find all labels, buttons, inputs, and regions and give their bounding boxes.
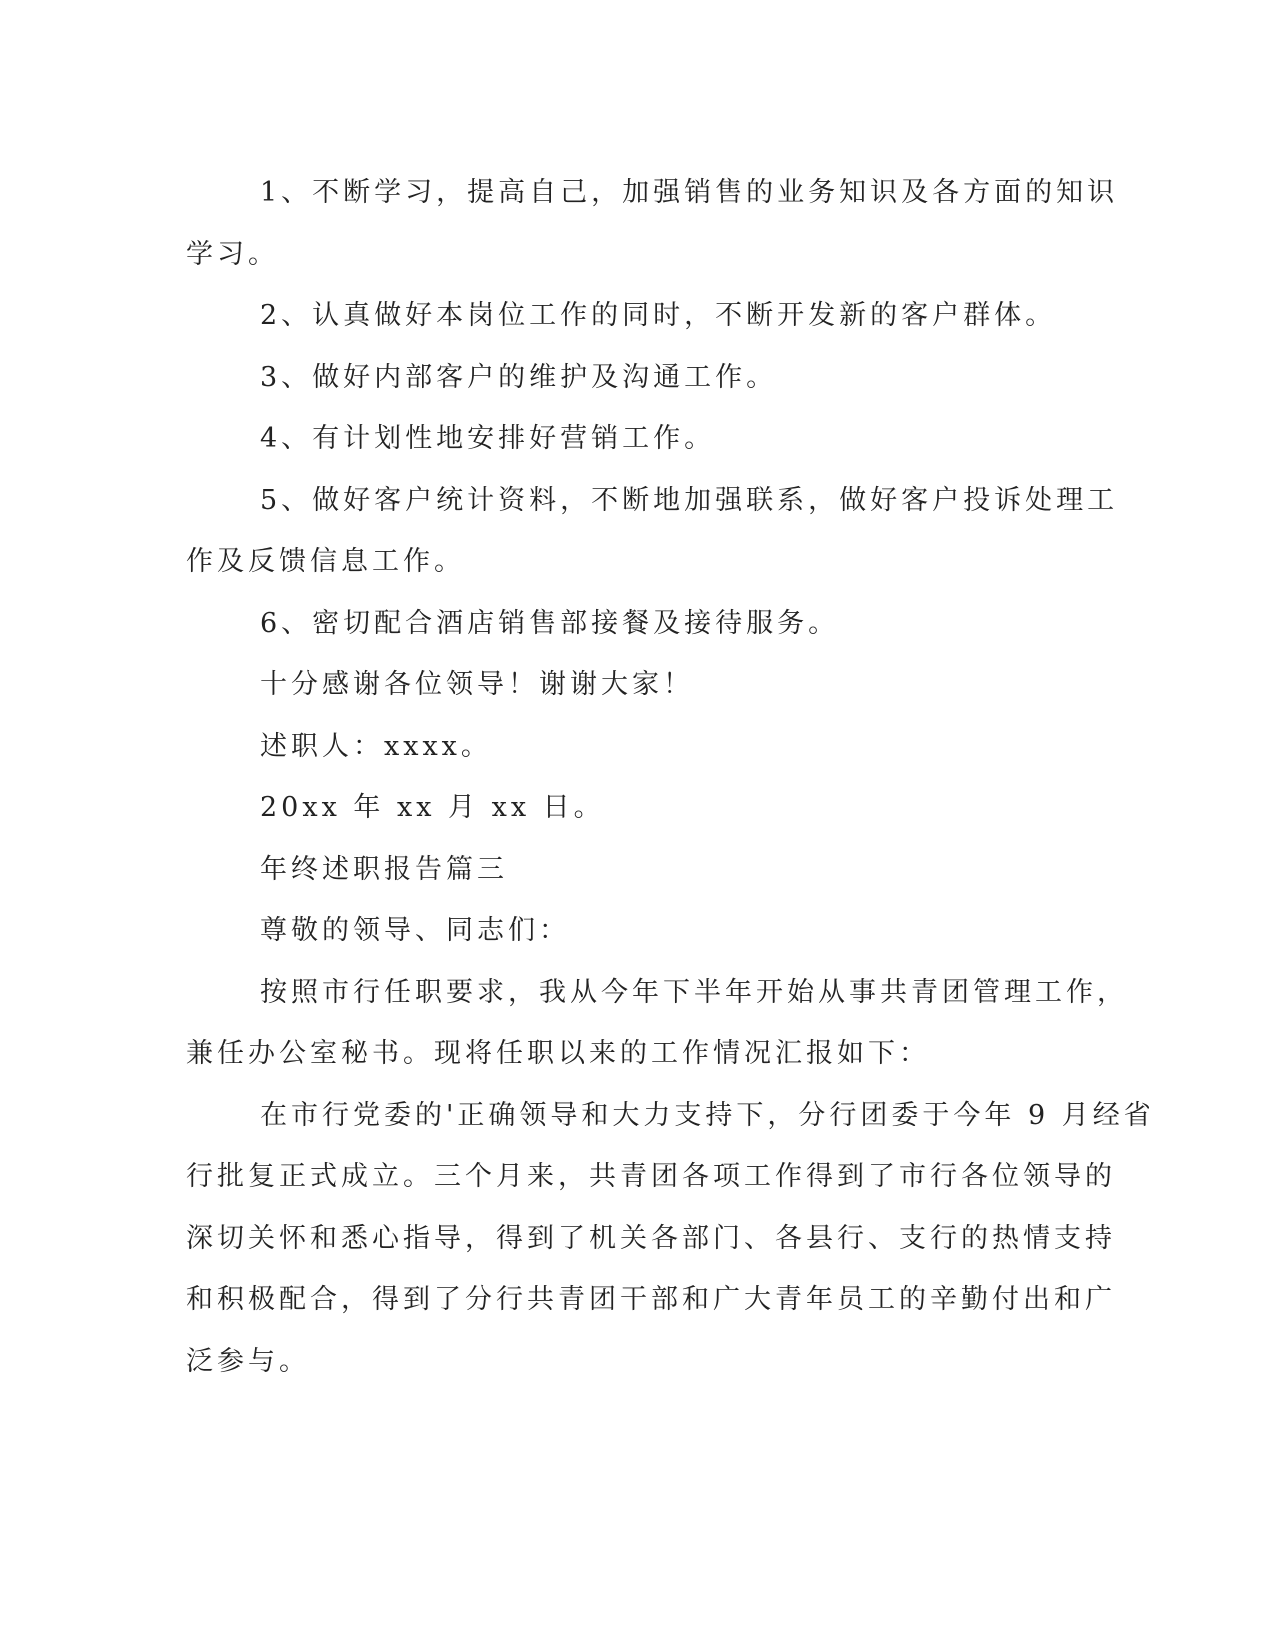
paragraph-line: 年终述职报告篇三 <box>260 853 508 885</box>
section-title <box>186 839 1086 901</box>
reporter-line <box>186 716 1086 778</box>
body-paragraph-1 <box>186 962 1128 1085</box>
paragraph-line: 20xx 年 xx 月 xx 日。 <box>260 792 605 823</box>
paragraph-line: 述职人：xxxx。 <box>260 730 492 762</box>
paragraph-line: 和积极配合，得到了分行共青团干部和广大青年员工的辛勤付出和广 <box>186 1284 1116 1315</box>
paragraph-line: 深切关怀和悉心指导，得到了机关各部门、各县行、支行的热情支持 <box>186 1222 1116 1254</box>
list-item-3 <box>186 347 1086 409</box>
paragraph-line: 行批复正式成立。三个月来，共青团各项工作得到了市行各位领导的 <box>186 1161 1116 1192</box>
paragraph-line: 1、不断学习，提高自己，加强销售的业务知识及各方面的知识 <box>260 177 1119 208</box>
document-body <box>186 162 1155 1392</box>
paragraph-line: 十分感谢各位领导！谢谢大家！ <box>260 669 694 700</box>
body-paragraph-2 <box>186 1085 1155 1393</box>
paragraph-line: 4、有计划性地安排好营销工作。 <box>260 423 716 454</box>
paragraph-line: 学习。 <box>186 238 279 270</box>
paragraph-line: 按照市行任职要求，我从今年下半年开始从事共青团管理工作， <box>260 976 1128 1008</box>
paragraph-line: 2、认真做好本岗位工作的同时，不断开发新的客户群体。 <box>260 300 1057 331</box>
paragraph-line: 兼任办公室秘书。现将任职以来的工作情况汇报如下： <box>186 1038 930 1069</box>
list-item-4 <box>186 408 1086 470</box>
date-line <box>186 777 1086 839</box>
salutation <box>186 900 1086 962</box>
list-item-6 <box>186 593 1086 655</box>
thanks-line <box>186 654 1086 716</box>
paragraph-line: 6、密切配合酒店销售部接餐及接待服务。 <box>260 607 840 639</box>
paragraph-line: 作及反馈信息工作。 <box>186 546 465 577</box>
paragraph-line: 在市行党委的'正确领导和大力支持下，分行团委于今年 9 月经省 <box>260 1099 1155 1131</box>
paragraph-line: 泛参与。 <box>186 1345 310 1377</box>
paragraph-line: 3、做好内部客户的维护及沟通工作。 <box>260 361 778 393</box>
paragraph-line: 尊敬的领导、同志们： <box>260 915 570 946</box>
list-item-1 <box>186 162 1119 285</box>
list-item-5 <box>186 470 1119 593</box>
list-item-2 <box>186 285 1086 347</box>
paragraph-line: 5、做好客户统计资料，不断地加强联系，做好客户投诉处理工 <box>260 484 1119 516</box>
